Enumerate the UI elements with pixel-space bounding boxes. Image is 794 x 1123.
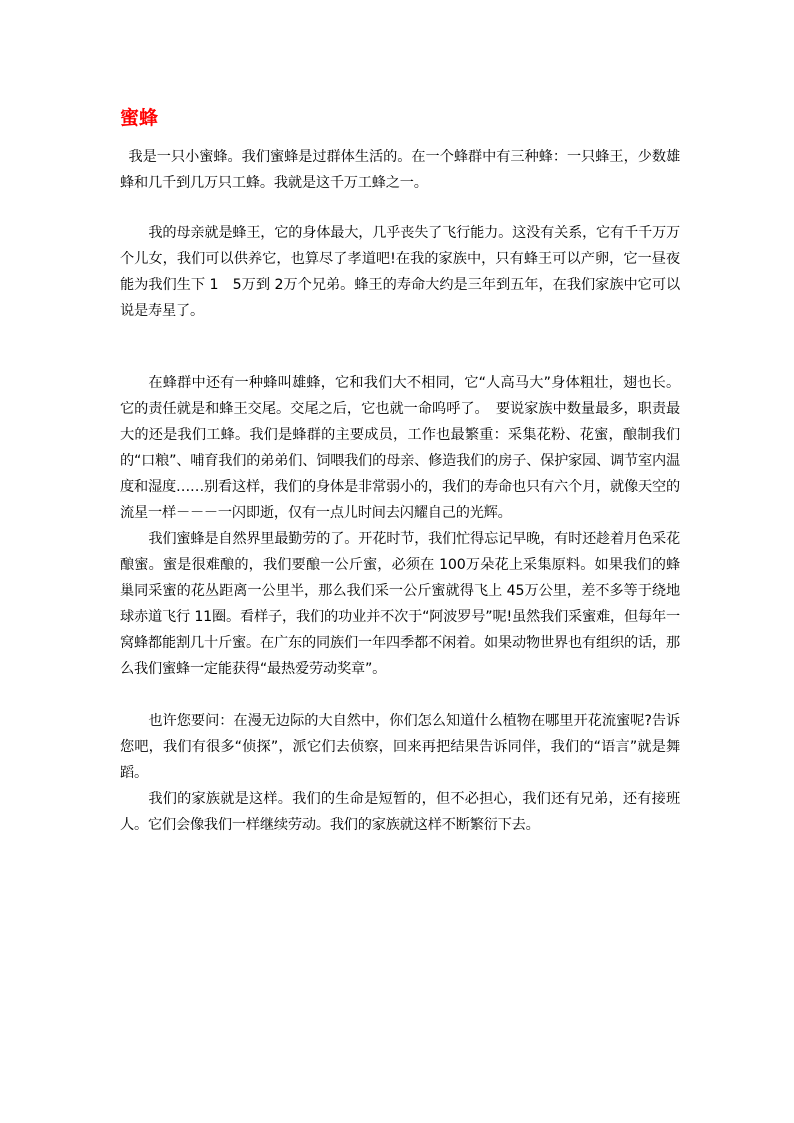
paragraph-2: 我的母亲就是蜂王，它的身体最大，几乎丧失了飞行能力。这没有关系，它有千千万万个儿女，我们可以供养它，也算尽了孝道吧!在我的家族中，只有蜂王可以产卵，它一昼夜能为我们生下 1 5万到 2万个兄弟。蜂王的寿命大约是三年到五年，在我们家族中它可以说是寿星了。 xyxy=(120,225,680,319)
paragraph-6: 我们的家族就是这样。我们的生命是短暂的，但不必担心，我们还有兄弟，还有接班人。它们会像我们一样继续劳动。我们的家族就这样不断繁衍下去。 xyxy=(120,791,680,833)
paragraph-4: 我们蜜蜂是自然界里最勤劳的了。开花时节，我们忙得忘记早晚，有时还趁着月色采花酿蜜。蜜是很难酿的，我们要酿一公斤蜜，必须在 100万朵花上采集原料。如果我们的蜂巢同采蜜的花丛距离一公里半，那么我们采一公斤蜜就得飞上 45万公里，差不多等于绕地球赤道飞行 11圈。看样子，我们的功业并不次于“阿波罗号”呢!虽然我们采蜜难，但每年一窝蜂都能割几十斤蜜。在广东的同族们一年四季都不闲着。如果动物世界也有组织的话，那么我们蜜蜂一定能获得“最热爱劳动奖章”。 xyxy=(120,531,680,677)
paragraph-5: 也许您要问：在漫无边际的大自然中，你们怎么知道什么植物在哪里开花流蜜呢?告诉您吧，我们有很多“侦探”，派它们去侦察，回来再把结果告诉同伴，我们的“语言”就是舞蹈。 xyxy=(120,713,680,781)
document-title: 蜜蜂 xyxy=(120,107,159,129)
paragraph-gap xyxy=(120,324,680,350)
paragraph-3: 在蜂群中还有一种蜂叫雄蜂，它和我们大不相同，它“人高马大”身体粗壮，翅也长。它的责任就是和蜂王交尾。交尾之后，它也就一命呜呼了。 要说家族中数量最多，职责最大的还是我们工蜂。我们是蜂群的主要成员，工作也最繁重：采集花粉、花蜜，酿制我们的“口粮”、哺育我们的弟弟们、饲喂我们的母亲、修造我们的房子、保护家园、调节室内温度和湿度……别看这样，我们的身体是非常弱小的，我们的寿命也只有六个月，就像天空的流星一样－－－一闪即逝，仅有一点儿时间去闪耀自己的光辉。 xyxy=(120,375,680,521)
document-page xyxy=(120,104,680,838)
paragraph-gap xyxy=(120,350,680,370)
paragraph-gap xyxy=(120,682,680,708)
paragraph-gap xyxy=(120,196,680,222)
paragraph-1: 我是一只小蜜蜂。我们蜜蜂是过群体生活的。在一个蜂群中有三种蜂：一只蜂王，少数雄蜂和几千到几万只工蜂。我就是这千万工蜂之一。 xyxy=(120,149,680,191)
